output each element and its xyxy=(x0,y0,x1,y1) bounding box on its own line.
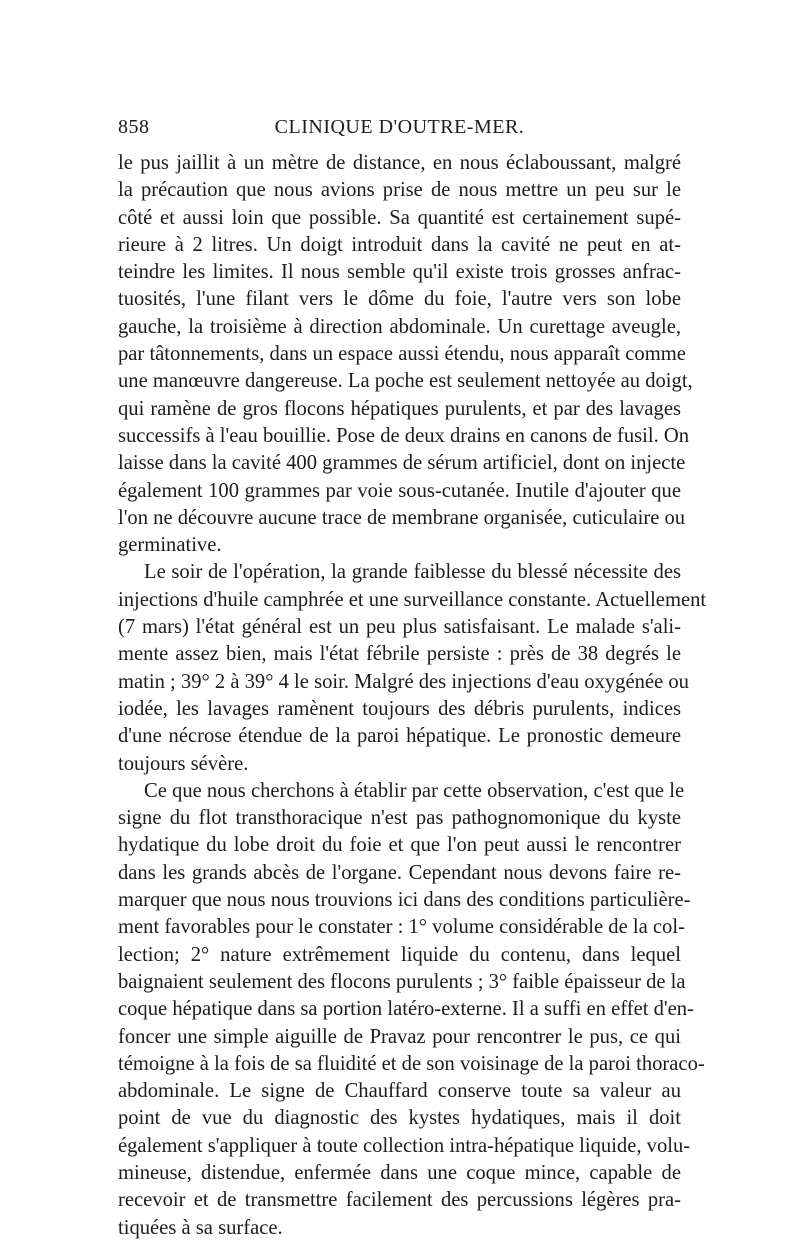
text-line: laisse dans la cavité 400 grammes de sérum artificiel, dont on injecte xyxy=(118,452,686,475)
text-line: rieure à 2 litres. Un doigt introduit dans la cavité ne peut en at- xyxy=(118,233,681,256)
text-line: marquer que nous nous trouvions ici dans des conditions particulière- xyxy=(118,889,691,912)
text-line: lection; 2° nature extrêmement liquide du contenu, dans lequel xyxy=(118,943,681,966)
text-line: Ce que nous cherchons à établir par cette observation, c'est que le xyxy=(144,779,685,802)
text-line: Le soir de l'opération, la grande faiblesse du blessé nécessite des xyxy=(144,561,681,584)
running-title: CLINIQUE D'OUTRE-MER. xyxy=(274,116,525,138)
text-line: foncer une simple aiguille de Pravaz pour rencontrer le pus, ce qui xyxy=(118,1025,681,1048)
text-line: dans les grands abcès de l'organe. Cependant nous devons faire re- xyxy=(118,861,681,884)
text-line: gauche, la troisième à direction abdominale. Un curettage aveugle, xyxy=(118,315,681,338)
text-line: toujours sévère. xyxy=(118,752,249,775)
text-line: (7 mars) l'état général est un peu plus satisfaisant. Le malade s'ali- xyxy=(118,616,681,639)
text-line: tiquées à sa surface. xyxy=(118,1216,283,1239)
page-number: 858 xyxy=(118,116,150,138)
text-line: signe du flot transthoracique n'est pas pathognomonique du kyste xyxy=(118,807,681,830)
text-line: recevoir et de transmettre facilement des percussions légères pra- xyxy=(118,1189,681,1212)
text-line: témoigne à la fois de sa fluidité et de son voisinage de la paroi thoraco- xyxy=(118,1052,705,1075)
text-line: matin ; 39° 2 à 39° 4 le soir. Malgré des injections d'eau oxygénée ou xyxy=(118,670,689,693)
text-line: d'une nécrose étendue de la paroi hépatique. Le pronostic demeure xyxy=(118,725,681,748)
body-text xyxy=(118,150,707,1242)
text-line: baignaient seulement des flocons purulents ; 3° faible épaisseur de la xyxy=(118,970,686,993)
text-line: qui ramène de gros flocons hépatiques purulents, et par des lavages xyxy=(118,397,681,420)
text-line: ment favorables pour le constater : 1° volume considérable de la col- xyxy=(118,916,685,939)
text-line: point de vue du diagnostic des kystes hydatiques, mais il doit xyxy=(118,1107,681,1130)
text-line: le pus jaillit à un mètre de distance, en nous éclaboussant, malgré xyxy=(118,152,681,174)
text-line: côté et aussi loin que possible. Sa quantité est certainement supé- xyxy=(118,206,681,229)
text-line: la précaution que nous avions prise de nous mettre un peu sur le xyxy=(118,179,681,202)
text-line: mente assez bien, mais l'état fébrile persiste : près de 38 degrés le xyxy=(118,643,681,666)
text-line: mineuse, distendue, enfermée dans une coque mince, capable de xyxy=(118,1161,681,1184)
text-line: l'on ne découvre aucune trace de membrane organisée, cuticulaire ou xyxy=(118,506,686,529)
text-line: également s'appliquer à toute collection intra-hépatique liquide, volu- xyxy=(118,1134,691,1157)
page-header xyxy=(118,116,681,142)
text-line: hydatique du lobe droit du foie et que l'on peut aussi le rencontrer xyxy=(118,834,681,857)
text-line: abdominale. Le signe de Chauffard conserve toute sa valeur au xyxy=(118,1080,681,1103)
text-line: iodée, les lavages ramènent toujours des débris purulents, indices xyxy=(118,697,681,720)
text-line: teindre les limites. Il nous semble qu'il existe trois grosses anfrac- xyxy=(118,261,681,284)
text-line: par tâtonnements, dans un espace aussi étendu, nous apparaît comme xyxy=(118,343,686,366)
text-line: également 100 grammes par voie sous-cutanée. Inutile d'ajouter que xyxy=(118,479,681,502)
text-line: une manœuvre dangereuse. La poche est seulement nettoyée au doigt, xyxy=(118,370,693,393)
text-line: coque hépatique dans sa portion latéro-externe. Il a suffi en effet d'en- xyxy=(118,998,694,1021)
text-line: injections d'huile camphrée et une surveillance constante. Actuellement xyxy=(118,588,707,611)
text-line: germinative. xyxy=(118,534,222,557)
text-line: successifs à l'eau bouillie. Pose de deux drains en canons de fusil. On xyxy=(118,424,690,447)
text-line: tuosités, l'une filant vers le dôme du foie, l'autre vers son lobe xyxy=(118,288,681,311)
